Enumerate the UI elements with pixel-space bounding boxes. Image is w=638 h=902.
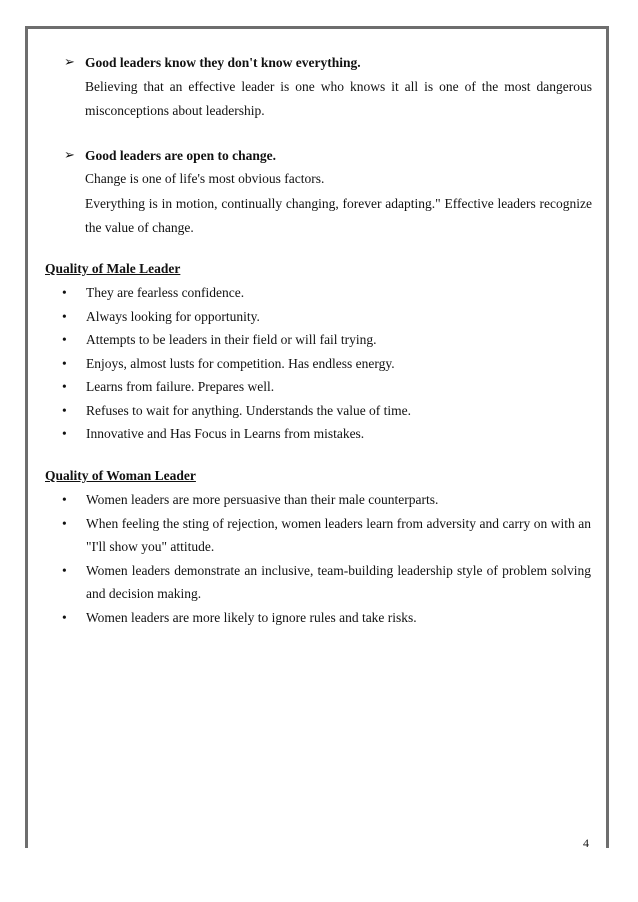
- list-item: • Always looking for opportunity.: [60, 305, 591, 329]
- arrow-section-open-to-change: [64, 147, 592, 240]
- page-number: 4: [583, 836, 589, 850]
- male-leader-list: [60, 281, 591, 446]
- list-item: • They are fearless confidence.: [60, 281, 591, 305]
- section-heading: Good leaders are open to change.: [85, 148, 276, 163]
- list-item: • Innovative and Has Focus in Learns from mistakes.: [60, 422, 591, 446]
- dot-bullet-icon: •: [62, 402, 67, 418]
- list-item: • Attempts to be leaders in their field or will fail trying.: [60, 328, 591, 352]
- list-item: • Refuses to wait for anything. Understands the value of time.: [60, 399, 591, 423]
- list-item: • When feeling the sting of rejection, women leaders learn from adversity and carry on with an "I'll show you" attitude.: [60, 512, 591, 559]
- dot-bullet-icon: •: [62, 379, 67, 394]
- list-item: • Learns from failure. Prepares well.: [60, 375, 591, 399]
- list-item: • Women leaders are more persuasive than their male counterparts.: [60, 488, 591, 512]
- dot-bullet-icon: •: [62, 355, 67, 371]
- dot-bullet-icon: •: [62, 332, 67, 347]
- list-item: • Women leaders are more likely to ignore rules and take risks.: [60, 606, 591, 630]
- woman-leader-list: [60, 488, 591, 629]
- arrow-heading-row: [64, 147, 592, 165]
- section-heading: Good leaders know they don't know everything.: [85, 55, 361, 70]
- arrow-bullet-icon: ➢: [64, 55, 75, 70]
- section-title-male-leader: Quality of Male Leader: [45, 261, 181, 276]
- section-title-woman-leader: Quality of Woman Leader: [45, 468, 196, 483]
- list-item: • Women leaders demonstrate an inclusive, team-building leadership style of problem solving and decision making.: [60, 559, 591, 606]
- dot-bullet-icon: •: [62, 562, 67, 578]
- arrow-bullet-icon: ➢: [64, 148, 75, 163]
- dot-bullet-icon: •: [62, 492, 67, 507]
- list-item: • Enjoys, almost lusts for competition. Has endless energy.: [60, 352, 591, 376]
- paragraph: Change is one of life's most obvious factors.: [85, 171, 325, 186]
- paragraph: Everything is in motion, continually changing, forever adapting." Effective leaders recognize the value of change.: [85, 196, 592, 235]
- dot-bullet-icon: •: [62, 515, 67, 531]
- arrow-heading-row: [64, 54, 592, 72]
- dot-bullet-icon: •: [62, 426, 67, 441]
- arrow-section-know-everything: [64, 54, 592, 123]
- dot-bullet-icon: •: [62, 609, 67, 625]
- dot-bullet-icon: •: [62, 308, 67, 324]
- dot-bullet-icon: •: [62, 285, 67, 300]
- paragraph: Believing that an effective leader is one who knows it all is one of the most dangerous misconceptions about leadership.: [85, 79, 592, 118]
